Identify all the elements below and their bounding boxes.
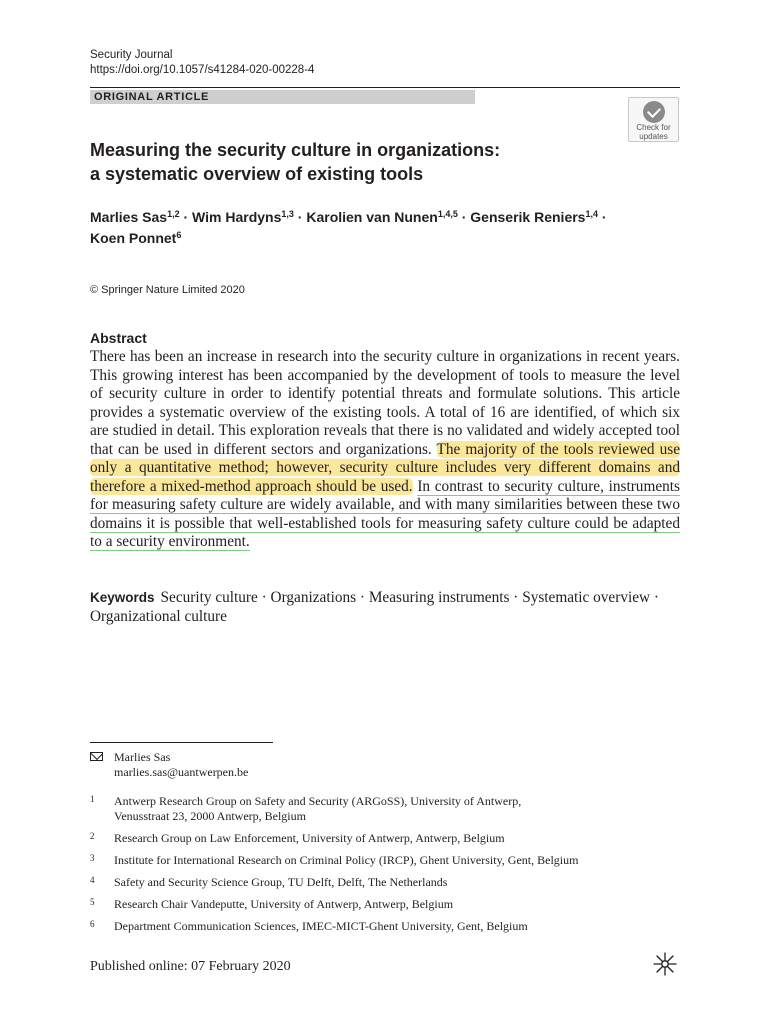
article-type-label: ORIGINAL ARTICLE (90, 90, 475, 104)
journal-name: Security Journal (90, 49, 173, 61)
copyright-notice: © Springer Nature Limited 2020 (90, 284, 245, 296)
affiliation-line: Department Communication Sciences, IMEC-MICT-Ghent University, Gent, Belgium (114, 918, 528, 933)
affiliation-number: 3 (90, 852, 95, 863)
author-name[interactable]: Marlies Sas (90, 209, 168, 225)
author-list (90, 207, 680, 249)
affiliation-number: 1 (90, 794, 95, 804)
author-affiliation: 1,2 (167, 209, 180, 219)
affiliation-line: Venusstraat 23, 2000 Antwerp, Belgium (114, 808, 306, 823)
abstract-text: There has been an increase in research into the security culture in organizations in recent years. This growing interest has been accompanied by the development of tools to measure the level of security culture in order to identify potential threats and formulate solutions. This article provides a systematic overview of the existing tools. A total of 16 are identified, of which six are studied in detail. This exploration reveals that there is no validated and widely accepted tool that can be used in different sectors and organizations. (90, 348, 680, 458)
doi-link[interactable]: https://doi.org/10.1057/s41284-020-00228-4 (90, 64, 315, 76)
published-date: Published online: 07 February 2020 (90, 959, 291, 974)
author-name[interactable]: Wim Hardyns (192, 209, 282, 225)
affiliation-item (90, 897, 680, 912)
abstract-heading: Abstract (90, 330, 147, 346)
springer-horse-logo (651, 950, 679, 978)
affiliation-number: 5 (90, 896, 95, 907)
affiliation-item (90, 794, 680, 823)
affiliation-line: Antwerp Research Group on Safety and Security (ARGoSS), University of Antwerp, (114, 794, 522, 808)
corresponding-author-email[interactable]: marlies.sas@uantwerpen.be (114, 765, 249, 779)
affiliation-item (90, 875, 680, 890)
author-separator: · (179, 209, 193, 225)
title-line-2: a systematic overview of existing tools (90, 164, 424, 184)
author-affiliation: 6 (176, 230, 182, 240)
author-affiliation: 1,4,5 (437, 209, 458, 219)
check-for-updates-button[interactable] (628, 97, 679, 142)
author-separator: · (457, 209, 471, 225)
affiliation-item (90, 831, 680, 846)
check-updates-line2: updates (639, 131, 668, 141)
envelope-icon (90, 752, 103, 761)
affiliation-item (90, 919, 680, 934)
affiliation-line: Research Chair Vandeputte, University of Antwerp, Antwerp, Belgium (114, 896, 454, 911)
keywords-text: Security culture · Organizations · Measuring instruments · Systematic overview · Organizational culture (90, 589, 659, 625)
affiliation-number: 4 (90, 874, 95, 885)
header-rule (90, 87, 680, 88)
affiliation-item (90, 853, 680, 868)
check-badge-icon (643, 101, 665, 123)
author-separator: · (293, 209, 307, 225)
affiliation-line: Research Group on Law Enforcement, University of Antwerp, Antwerp, Belgium (114, 830, 505, 845)
underlined-passage[interactable]: In contrast to security culture, instruments for measuring safety culture are widely available, and with many similarities between these two domains it is possible that well-established tools for measuring safety culture could be adapted to a security environment. (90, 477, 680, 550)
highlighted-passage[interactable]: The majority of the tools reviewed use only a quantitative method; however, security culture includes very different domains and therefore a mixed-method approach should be used. (90, 440, 680, 495)
corresponding-author-name: Marlies Sas (114, 750, 171, 764)
author-name[interactable]: Genserik Reniers (470, 209, 586, 225)
keywords-section (90, 589, 680, 626)
affiliation-line: Institute for International Research on Criminal Policy (IRCP), Ghent University, Gent, Belgium (114, 852, 579, 867)
article-title (90, 138, 610, 186)
author-separator: · (597, 209, 607, 225)
footnote-rule (90, 742, 273, 743)
author-name[interactable]: Karolien van Nunen (306, 209, 438, 225)
correspondence-block (90, 750, 248, 780)
title-line-1: Measuring the security culture in organizations: (90, 140, 501, 160)
affiliation-list (90, 794, 680, 941)
affiliation-number: 6 (90, 918, 95, 929)
journal-header (90, 48, 314, 78)
author-affiliation: 1,4 (585, 209, 598, 219)
affiliation-line: Safety and Security Science Group, TU Delft, Delft, The Netherlands (114, 874, 448, 889)
affiliation-number: 2 (90, 830, 95, 841)
author-affiliation: 1,3 (281, 209, 294, 219)
author-name[interactable]: Koen Ponnet (90, 230, 177, 246)
keywords-label: Keywords (90, 590, 155, 605)
check-updates-line1: Check for (636, 123, 671, 132)
abstract-body (90, 348, 680, 552)
